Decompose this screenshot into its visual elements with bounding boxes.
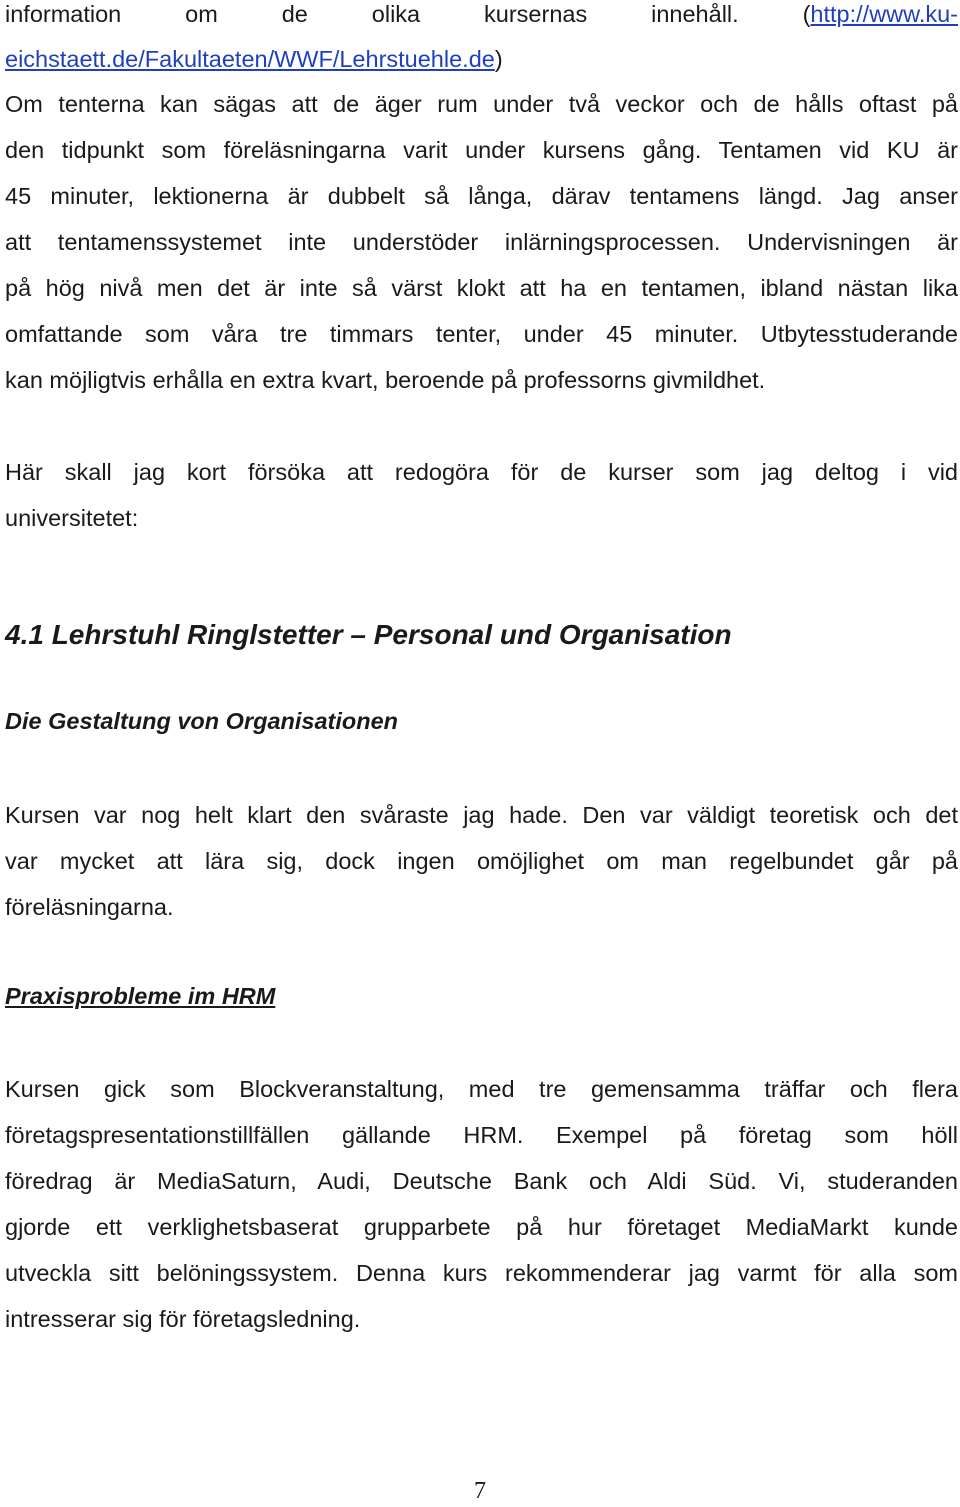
page-number: 7 xyxy=(474,1478,486,1504)
courses-intro-line: Här skall jag kort försöka att redogöra för de kurser som jag deltog i vid xyxy=(5,459,958,485)
exam-paragraph-line: på hög nivå men det är inte så värst klokt att ha en tentamen, ibland nästan lika xyxy=(5,275,958,301)
course-2-line: gjorde ett verklighetsbaserat grupparbete på hur företaget MediaMarkt kunde xyxy=(5,1214,958,1240)
exam-paragraph-line: att tentamenssystemet inte understöder inlärningsprocessen. Undervisningen är xyxy=(5,229,958,255)
intro-paragraph xyxy=(5,0,958,82)
course-2-line: företagspresentationstillfällen gällande HRM. Exempel på företag som höll xyxy=(5,1122,958,1148)
intro-line-1 xyxy=(5,0,958,37)
course-1-description xyxy=(5,792,958,930)
intro-text-close: ) xyxy=(494,46,503,72)
course-2-line: föredrag är MediaSaturn, Audi, Deutsche Bank och Aldi Süd. Vi, studeranden xyxy=(5,1168,958,1194)
course-2-line: Kursen gick som Blockveranstaltung, med tre gemensamma träffar och flera xyxy=(5,1076,958,1102)
url-link-part-1[interactable]: http://www.ku- xyxy=(810,1,958,27)
exam-paragraph-line: den tidpunkt som föreläsningarna varit under kursens gång. Tentamen vid KU är xyxy=(5,137,958,163)
course-2-line: intresserar sig för företagsledning. xyxy=(5,1306,361,1332)
url-link-part-2[interactable]: eichstaett.de/Fakultaeten/WWF/Lehrstuehle.de xyxy=(5,46,495,72)
course-1-line: var mycket att lära sig, dock ingen omöjlighet om man regelbundet går på xyxy=(5,848,958,874)
section-heading: 4.1 Lehrstuhl Ringlstetter – Personal und Organisation xyxy=(5,619,732,650)
exam-paragraph-line: omfattande som våra tre timmars tenter, under 45 minuter. Utbytesstuderande xyxy=(5,321,958,347)
course-1-line: Kursen var nog helt klart den svåraste jag hade. Den var väldigt teoretisk och det xyxy=(5,802,958,828)
exam-paragraph-line: Om tenterna kan sägas att de äger rum under två veckor och de hålls oftast på xyxy=(5,91,958,117)
exam-paragraph-line: kan möjligtvis erhålla en extra kvart, beroende på professorns givmildhet. xyxy=(5,367,766,393)
course-2-line: utveckla sitt belöningssystem. Denna kurs rekommenderar jag varmt för alla som xyxy=(5,1260,958,1286)
courses-intro-paragraph xyxy=(5,449,958,541)
course-title-2: Praxisprobleme im HRM xyxy=(5,983,276,1009)
course-title-1: Die Gestaltung von Organisationen xyxy=(5,708,399,734)
intro-text: information om de olika kursernas innehåll. ( xyxy=(5,1,811,27)
exam-paragraph-line: 45 minuter, lektionerna är dubbelt så långa, därav tentamens längd. Jag anser xyxy=(5,183,958,209)
course-1-line: föreläsningarna. xyxy=(5,894,174,920)
exam-paragraph xyxy=(5,81,958,403)
courses-intro-line: universitetet: xyxy=(5,505,139,531)
course-2-description xyxy=(5,1066,958,1342)
intro-line-2 xyxy=(5,36,958,82)
